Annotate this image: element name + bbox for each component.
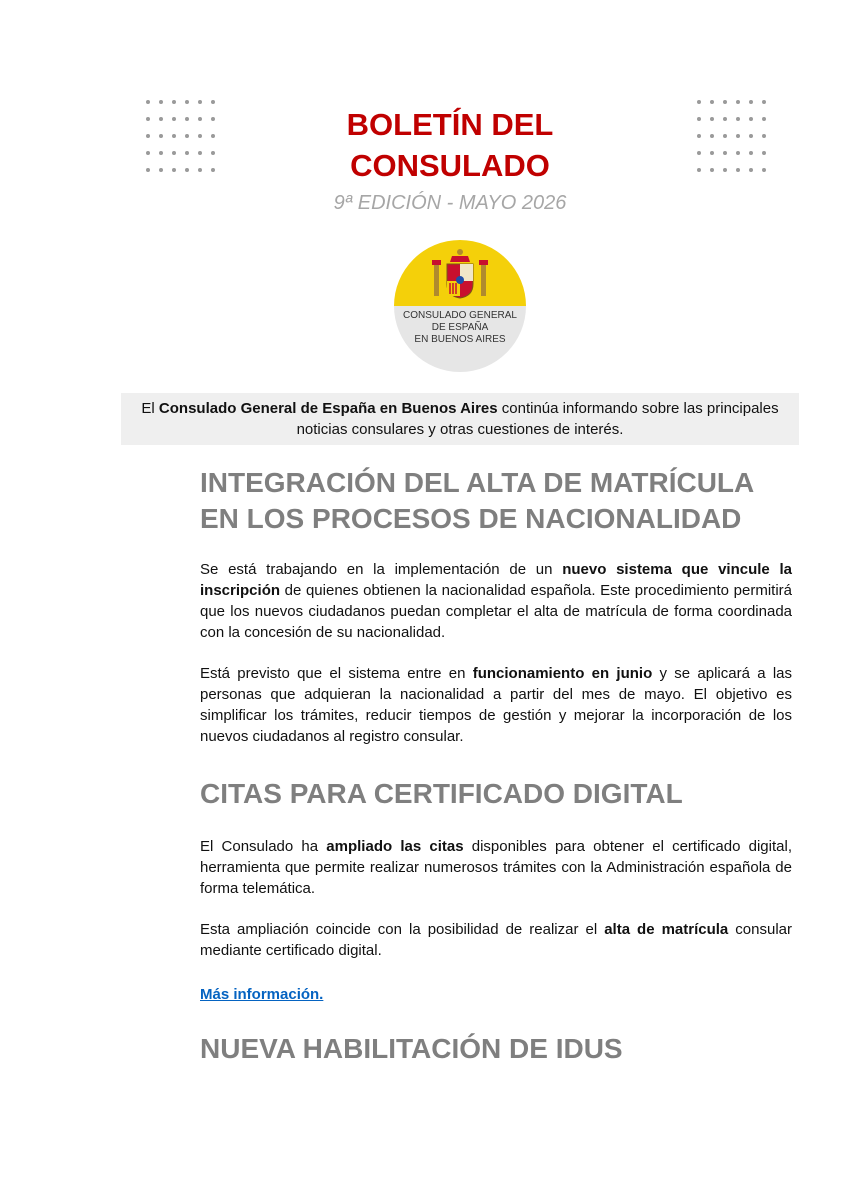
decorative-dot — [762, 151, 766, 155]
s1p1-text-bold: nuevo sistema que vincule la inscripción — [200, 561, 792, 599]
decorative-dot — [736, 100, 740, 104]
decorative-dot — [736, 151, 740, 155]
decorative-dot — [172, 151, 176, 155]
decorative-dot — [211, 168, 215, 172]
decorative-dot — [749, 134, 753, 138]
decorative-dot — [172, 117, 176, 121]
decorative-dot — [723, 117, 727, 121]
intro-text-pre: El — [141, 400, 159, 417]
decorative-dot — [211, 117, 215, 121]
decorative-dot — [146, 151, 150, 155]
decorative-dot — [211, 100, 215, 104]
decorative-dot — [762, 134, 766, 138]
decorative-dot — [198, 134, 202, 138]
decorative-dot — [697, 117, 701, 121]
more-info-link[interactable]: Más información. — [200, 986, 324, 1003]
s1p1-text-c: de quienes obtienen la nacionalidad española. Este procedimiento permitirá que los nuevos ciudadanos puedan completar el alta de matrícula de forma coordinada con la concesión de su nacionalidad. — [200, 582, 792, 641]
edition-subtitle: 9ª EDICIÓN - MAYO 2026 — [333, 192, 567, 214]
decorative-dot — [736, 134, 740, 138]
decorative-dot — [723, 134, 727, 138]
decorative-dot — [710, 117, 714, 121]
decorative-dot — [723, 151, 727, 155]
decorative-dot — [185, 151, 189, 155]
decorative-dot — [172, 100, 176, 104]
decorative-dot — [146, 100, 150, 104]
coat-of-arms-icon — [430, 246, 490, 306]
decorative-dot — [736, 168, 740, 172]
decorative-dot — [198, 168, 202, 172]
decorative-dot — [736, 117, 740, 121]
decorative-dot — [749, 168, 753, 172]
section-1-heading-line-2: EN LOS PROCESOS DE NACIONALIDAD — [200, 503, 742, 534]
decorative-dot — [198, 151, 202, 155]
decorative-dots-left — [146, 100, 226, 180]
s2p2-text-a: Esta ampliación coincide con la posibilidad de realizar el — [200, 921, 605, 938]
s2p1-text-bold: ampliado las citas — [326, 838, 464, 855]
decorative-dot — [697, 168, 701, 172]
decorative-dot — [146, 117, 150, 121]
decorative-dot — [710, 151, 714, 155]
s2p1-text-a: El Consulado ha — [200, 838, 327, 855]
s2p2-text-c: consular mediante certificado digital. — [200, 921, 792, 959]
decorative-dot — [159, 168, 163, 172]
decorative-dot — [211, 151, 215, 155]
decorative-dot — [185, 168, 189, 172]
decorative-dot — [749, 117, 753, 121]
title-line-1: BOLETÍN DEL — [346, 107, 554, 142]
decorative-dot — [762, 168, 766, 172]
intro-text-post: continúa informando sobre las principales noticias consulares y otras cuestiones de interés. — [296, 400, 779, 438]
decorative-dot — [697, 134, 701, 138]
logo-text-line-1: CONSULADO GENERAL — [403, 310, 517, 321]
intro-box — [121, 393, 799, 445]
decorative-dots-right — [697, 100, 777, 180]
section-2-paragraph-1 — [200, 836, 792, 899]
decorative-dot — [211, 134, 215, 138]
decorative-dot — [159, 117, 163, 121]
decorative-dot — [159, 151, 163, 155]
logo-text — [394, 310, 526, 346]
section-1-paragraph-1 — [200, 559, 792, 643]
s2p1-text-c: disponibles para obtener el certificado digital, herramienta que permite realizar numerosos trámites con la Administración española de forma telemática. — [200, 838, 792, 897]
decorative-dot — [762, 100, 766, 104]
s1p1-text-a: Se está trabajando en la implementación de un — [200, 561, 563, 578]
decorative-dot — [146, 134, 150, 138]
decorative-dot — [710, 168, 714, 172]
decorative-dot — [146, 168, 150, 172]
section-1-heading-line-1: INTEGRACIÓN DEL ALTA DE MATRÍCULA — [200, 467, 755, 498]
decorative-dot — [723, 168, 727, 172]
decorative-dot — [762, 117, 766, 121]
decorative-dot — [159, 100, 163, 104]
s1p2-text-a: Está previsto que el sistema entre en — [200, 665, 473, 682]
decorative-dot — [185, 117, 189, 121]
s1p2-text-c: y se aplicará a las personas que adquieran la nacionalidad a partir del mes de mayo. El objetivo es simplificar los trámites, reducir tiempos de gestión y mejorar la incorporación de los nuevos ciudadanos al registro consular. — [200, 665, 793, 745]
decorative-dot — [185, 100, 189, 104]
decorative-dot — [198, 117, 202, 121]
decorative-dot — [710, 100, 714, 104]
decorative-dot — [697, 151, 701, 155]
section-2-paragraph-2 — [200, 919, 792, 961]
decorative-dot — [723, 100, 727, 104]
intro-text-bold: Consulado General de España en Buenos Aires — [158, 400, 498, 417]
section-1-heading — [200, 465, 800, 537]
s1p2-text-bold: funcionamiento en junio — [472, 665, 653, 682]
decorative-dot — [749, 100, 753, 104]
logo-text-line-3: EN BUENOS AIRES — [414, 334, 506, 345]
decorative-dot — [159, 134, 163, 138]
section-3-heading: NUEVA HABILITACIÓN DE IDUS — [200, 1033, 623, 1064]
consulate-logo — [394, 240, 526, 372]
decorative-dot — [710, 134, 714, 138]
logo-text-line-2: DE ESPAÑA — [431, 322, 489, 333]
decorative-dot — [185, 134, 189, 138]
decorative-dot — [749, 151, 753, 155]
decorative-dot — [172, 168, 176, 172]
newsletter-title — [240, 104, 660, 186]
decorative-dot — [697, 100, 701, 104]
decorative-dot — [172, 134, 176, 138]
title-line-2: CONSULADO — [350, 148, 550, 183]
section-2-heading: CITAS PARA CERTIFICADO DIGITAL — [200, 778, 683, 809]
decorative-dot — [198, 100, 202, 104]
section-1-paragraph-2 — [200, 663, 792, 747]
s2p2-text-bold: alta de matrícula — [604, 921, 729, 938]
